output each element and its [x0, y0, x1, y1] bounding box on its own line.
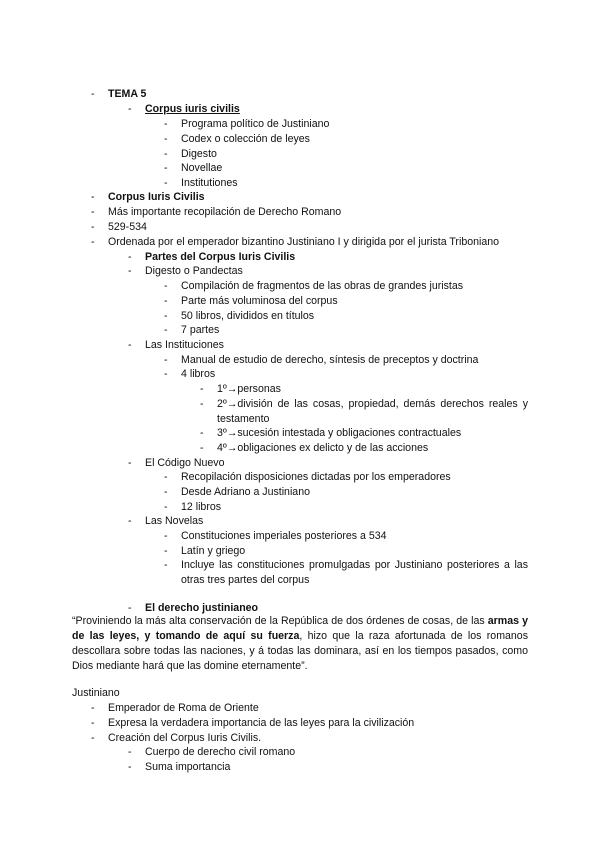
quote-text-bold: armas y de las leyes, y tomando de aquí su fuerza: [72, 615, 528, 642]
digesto-label: Digesto o Pandectas: [145, 265, 243, 277]
bullet-dash: -: [164, 471, 168, 483]
list-item: Compilación de fragmentos de las obras de grandes juristas: [181, 280, 464, 292]
bullet-dash: -: [164, 310, 168, 322]
list-item: 529-534: [108, 221, 147, 233]
derecho-title: El derecho justinianeo: [145, 602, 259, 614]
list-item: Creación del Corpus Iuris Civilis.: [108, 732, 262, 744]
list-item: Institutiones: [181, 177, 238, 189]
bullet-dash: -: [164, 148, 168, 160]
quote-text-before: “Proviniendo la más alta conservación de la República de dos órdenes de cosas, de las: [72, 615, 488, 627]
list-item: Codex o colección de leyes: [181, 133, 310, 145]
bullet-dash: -: [200, 383, 204, 395]
list-item: Latín y griego: [181, 545, 246, 557]
list-item: 2º→división de las cosas, propiedad, demás derechos reales y testamento: [217, 398, 528, 425]
list-item: Emperador de Roma de Oriente: [108, 702, 259, 714]
list-item: 50 libros, divididos en títulos: [181, 310, 315, 322]
bullet-dash: -: [128, 746, 132, 758]
bullet-dash: -: [200, 442, 204, 454]
codigo-label: El Código Nuevo: [145, 457, 225, 469]
list-item: Cuerpo de derecho civil romano: [145, 746, 296, 758]
list-item: Más importante recopilación de Derecho Romano: [108, 206, 342, 218]
list-item: Suma importancia: [145, 761, 231, 773]
partes-title: Partes del Corpus Iuris Civilis: [145, 251, 296, 263]
bullet-dash: -: [91, 717, 95, 729]
bullet-dash: -: [91, 88, 95, 100]
list-item: 4 libros: [181, 368, 216, 380]
list-item: Recopilación disposiciones dictadas por los emperadores: [181, 471, 451, 483]
instituciones-label: Las Instituciones: [145, 339, 224, 351]
corpus-header-title: Corpus iuris civilis: [145, 103, 240, 115]
justiniano-heading: Justiniano: [72, 687, 120, 699]
bullet-dash: -: [164, 133, 168, 145]
list-item: Desde Adriano a Justiniano: [181, 486, 310, 498]
quote-paragraph: [72, 614, 528, 674]
bullet-dash: -: [91, 191, 95, 203]
list-item: Digesto: [181, 148, 217, 160]
list-item: Parte más voluminosa del corpus: [181, 295, 338, 307]
list-item: 1º→personas: [217, 383, 281, 395]
bullet-dash: -: [164, 501, 168, 513]
bullet-dash: -: [164, 545, 168, 557]
bullet-dash: -: [91, 702, 95, 714]
bullet-dash: -: [164, 530, 168, 542]
list-item: Novellae: [181, 162, 223, 174]
bullet-dash: -: [164, 354, 168, 366]
bullet-dash: -: [128, 265, 132, 277]
bullet-dash: -: [91, 732, 95, 744]
tema-title: TEMA 5: [108, 88, 147, 100]
bullet-dash: -: [164, 324, 168, 336]
list-item: Expresa la verdadera importancia de las leyes para la civilización: [108, 717, 415, 729]
bullet-dash: -: [164, 486, 168, 498]
bullet-dash: -: [128, 457, 132, 469]
bullet-dash: -: [128, 103, 132, 115]
bullet-dash: -: [128, 515, 132, 527]
bullet-dash: -: [164, 368, 168, 380]
bullet-dash: -: [128, 602, 132, 614]
bullet-dash: -: [164, 280, 168, 292]
bullet-dash: -: [164, 162, 168, 174]
list-item: Manual de estudio de derecho, síntesis de preceptos y doctrina: [181, 354, 479, 366]
main-heading: Corpus Iuris Civilis: [108, 191, 205, 203]
bullet-dash: -: [128, 761, 132, 773]
list-item: 3º→sucesión intestada y obligaciones contractuales: [217, 427, 462, 439]
list-item: Programa político de Justiniano: [181, 118, 330, 130]
quote-text-after: , hizo que la raza afortunada de los romanos descollara sobre todas las naciones, y á todas las dominara, así en los tiempos pasados, como Dios mediante hará que las domine eternamente”.: [72, 630, 528, 672]
list-item: 12 libros: [181, 501, 222, 513]
list-item: 7 partes: [181, 324, 220, 336]
list-item: Ordenada por el emperador bizantino Justiniano I y dirigida por el jurista Triboniano: [108, 236, 500, 248]
list-item: Constituciones imperiales posteriores a 534: [181, 530, 387, 542]
bullet-dash: -: [164, 118, 168, 130]
bullet-dash: -: [91, 221, 95, 233]
bullet-dash: -: [164, 559, 168, 571]
bullet-dash: -: [200, 427, 204, 439]
bullet-dash: -: [128, 251, 132, 263]
list-item: 4º→obligaciones ex delicto y de las acciones: [217, 442, 429, 454]
bullet-dash: -: [91, 236, 95, 248]
list-item: Incluye las constituciones promulgadas por Justiniano posteriores a las otras tres partes del corpus: [181, 559, 528, 586]
bullet-dash: -: [91, 206, 95, 218]
bullet-dash: -: [200, 398, 204, 410]
bullet-dash: -: [164, 295, 168, 307]
bullet-dash: -: [128, 339, 132, 351]
bullet-dash: -: [164, 177, 168, 189]
novelas-label: Las Novelas: [145, 515, 204, 527]
